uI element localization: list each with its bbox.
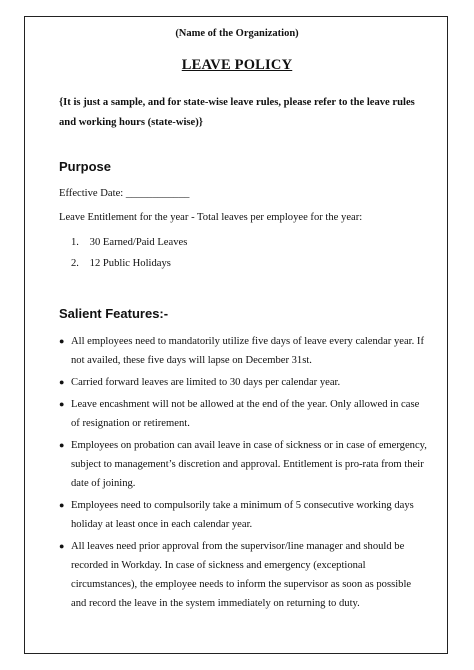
list-item <box>59 373 427 392</box>
list-number: 1. <box>71 237 79 248</box>
salient-features-heading: Salient Features:- <box>59 306 169 321</box>
bullet-icon: ● <box>59 377 65 387</box>
effective-date: Effective Date: ____________ <box>59 188 190 199</box>
bullet-icon: ● <box>59 541 65 551</box>
salient-features-list <box>59 332 427 613</box>
list-item <box>71 258 187 279</box>
bullet-text: Carried forward leaves are limited to 30 days per calendar year. <box>71 377 341 388</box>
list-item <box>59 332 427 370</box>
list-item <box>59 436 427 493</box>
list-text: 12 Public Holidays <box>89 258 171 269</box>
bullet-text: Leave encashment will not be allowed at the end of the year. Only allowed in case of resignation or retirement. <box>71 399 420 429</box>
leave-entitlement: Leave Entitlement for the year - Total leaves per employee for the year: <box>59 212 363 223</box>
bullet-text: All leaves need prior approval from the supervisor/line manager and should be recorded in Workday. In case of sickness and emergency (exceptional circumstances), the employee needs to inform the supervisor as soon as possible and record the leave in the system immediately on returning to duty. <box>71 541 412 609</box>
bullet-icon: ● <box>59 336 65 346</box>
sample-note: {It is just a sample, and for state-wise leave rules, please refer to the leave rules and working hours (state-wise)} <box>59 97 415 128</box>
bullet-text: Employees need to compulsorily take a minimum of 5 consecutive working days holiday at least once in each calendar year. <box>71 500 414 530</box>
list-item <box>71 237 187 258</box>
bullet-icon: ● <box>59 500 65 510</box>
list-item <box>59 496 427 534</box>
list-item <box>59 395 427 433</box>
bullet-text: Employees on probation can avail leave in case of sickness or in case of emergency, subject to management’s discretion and approval. Entitlement is pro-rata from their date of joining. <box>71 440 427 489</box>
bullet-icon: ● <box>59 440 65 450</box>
bullet-icon: ● <box>59 399 65 409</box>
bullet-text: All employees need to mandatorily utilize five days of leave every calendar year. If not availed, these five days will lapse on December 31st. <box>71 336 424 366</box>
list-text: 30 Earned/Paid Leaves <box>89 237 188 248</box>
list-number: 2. <box>71 258 79 269</box>
document-title: LEAVE POLICY <box>181 57 293 73</box>
list-item <box>59 537 427 613</box>
entitlement-list <box>71 237 187 279</box>
organization-name: (Name of the Organization) <box>175 28 299 39</box>
purpose-heading: Purpose <box>59 159 112 174</box>
